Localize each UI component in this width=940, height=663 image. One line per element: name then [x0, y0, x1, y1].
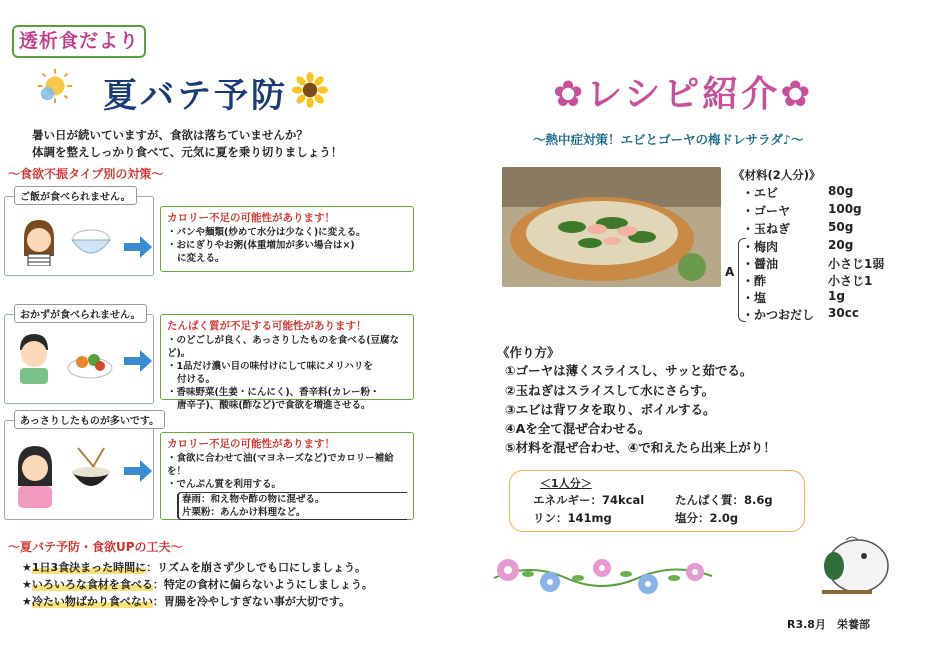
- advice-title: カロリー不足の可能性があります！: [167, 212, 335, 224]
- advice-box: [160, 432, 414, 520]
- tip-text: ：胃腸を冷やしすぎない事が大切です。: [152, 595, 350, 608]
- advice-box: [160, 206, 414, 272]
- tip-item: [22, 576, 373, 593]
- tip-item: [22, 593, 373, 610]
- step-item: ⑤材料を混ぜ合わせ、④で和えたら出来上がり！: [505, 440, 776, 455]
- starch-examples: [177, 492, 407, 520]
- advice-line: ・パンや麺類(炒めて水分は少なく)に変える。: [167, 227, 366, 238]
- ingredient-name: ・塩: [742, 291, 767, 305]
- ingredient-name: ・玉ねぎ: [742, 222, 791, 236]
- tired-woman-icon: [14, 442, 56, 508]
- tips-list: [22, 559, 373, 610]
- mosquito-coil-pig-icon: [812, 534, 892, 598]
- steps-heading: 《作り方》: [497, 345, 560, 360]
- case-label: あっさりしたものが多いです。: [14, 410, 165, 429]
- footer-credit: R3.8月 栄養部: [787, 618, 870, 631]
- recipe-title: ✿レシピ紹介✿: [553, 74, 814, 115]
- advice-box: [160, 314, 414, 411]
- ingredient-name: ・ゴーヤ: [742, 204, 791, 218]
- case-rice: [4, 186, 410, 278]
- advice-line: 春雨：和え物や酢の物に混ぜる。: [182, 494, 325, 505]
- sun-icon: [36, 67, 74, 105]
- morning-glory-vine-icon: [490, 548, 720, 600]
- tip-key: 冷たい物ばかり食べない: [31, 595, 153, 608]
- ingredient-name: ・梅肉: [742, 240, 779, 254]
- woman-face-icon: [16, 216, 62, 266]
- intro-line: 体調を整えしっかり食べて、元気に夏を乗り切りましょう！: [32, 145, 343, 159]
- ingredient-amount: 80g: [828, 184, 854, 198]
- star-icon: ★: [22, 595, 32, 608]
- nutrition-protein: たんぱく質：8.6g: [675, 493, 773, 507]
- page-title: 夏バテ予防: [103, 76, 288, 116]
- nutrition-energy: エネルギー：74kcal: [533, 493, 645, 507]
- nutrition-heading: ＜1人分＞: [540, 477, 592, 490]
- case-light-food: [4, 410, 410, 522]
- case-label: おかずが食べられません。: [14, 304, 147, 323]
- ingredient-amount: 20g: [828, 238, 854, 252]
- advice-line: に変える。: [177, 253, 225, 264]
- man-face-icon: [14, 332, 54, 384]
- rice-bowl-icon: [68, 228, 114, 258]
- advice-title: カロリー不足の可能性があります！: [167, 438, 335, 450]
- arrow-right-icon: [124, 350, 152, 372]
- ingredient-amount: 30cc: [828, 306, 859, 320]
- newsletter-badge: [12, 25, 146, 58]
- ingredient-name: ・かつおだし: [742, 308, 815, 322]
- step-item: ②玉ねぎはスライスして水にさらす。: [505, 383, 715, 398]
- case-label: ご飯が食べられません。: [14, 186, 137, 205]
- ingredient-amount: 小さじ1弱: [828, 257, 885, 271]
- advice-line: 付ける。: [177, 374, 216, 385]
- newsletter-badge-label: 透析食だより: [18, 30, 139, 52]
- step-item: ①ゴーヤは薄くスライスし、サッと茹でる。: [505, 363, 753, 378]
- star-icon: ★: [22, 561, 32, 574]
- side-dish-icon: [66, 346, 114, 380]
- salad-photo: [502, 167, 721, 287]
- ingredient-amount: 小さじ1: [828, 274, 873, 288]
- advice-line: 唐辛子)、酸味(酢など)で食欲を増進させる。: [177, 400, 371, 411]
- sunflower-icon: [292, 72, 328, 108]
- tip-key: いろいろな食材を食べる: [31, 578, 153, 591]
- tip-key: 1日3食決まった時間に: [31, 561, 147, 574]
- recipe-subtitle: ～熱中症対策！エビとゴーヤの梅ドレサラダ♪～: [533, 132, 804, 147]
- star-icon: ★: [22, 578, 32, 591]
- tip-text: ：特定の食材に偏らないようにしましょう。: [152, 578, 373, 591]
- section-heading-summer-tips: ～夏バテ予防・食欲UPの工夫～: [8, 540, 183, 554]
- intro-text: [32, 127, 342, 161]
- step-item: ③エビは背ワタを取り、ボイルする。: [505, 402, 716, 417]
- advice-line: ・香味野菜(生姜・にんにく)、香辛料(カレー粉・: [167, 387, 380, 398]
- step-item: ④Aを全て混ぜ合わせる。: [505, 421, 651, 436]
- arrow-right-icon: [124, 460, 152, 482]
- nutrition-phosphorus: リン：141mg: [533, 511, 612, 525]
- case-side-dish: [4, 304, 410, 411]
- advice-line: ・のどごしが良く、あっさりしたものを食べる(豆腐など)。: [167, 335, 400, 359]
- tip-text: ：リズムを崩さず少しでも口にしましょう。: [146, 561, 366, 574]
- advice-line: ・おにぎりやお粥(体重増加が多い場合は×): [167, 240, 355, 251]
- tip-item: [22, 559, 373, 576]
- nutrition-salt: 塩分：2.0g: [675, 511, 739, 525]
- advice-line: 片栗粉：あんかけ料理など。: [182, 507, 306, 518]
- ingredient-name: ・エビ: [742, 186, 779, 200]
- ingredient-name: ・醤油: [742, 257, 779, 271]
- advice-title: たんぱく質が不足する可能性があります！: [167, 320, 367, 332]
- section-heading-appetite-types: ～食欲不振タイプ別の対策～: [8, 167, 164, 181]
- ingredient-amount: 100g: [828, 202, 862, 216]
- advice-line: ・食欲に合わせて油(マヨネーズなど)でカロリー補給を！: [167, 453, 394, 477]
- ingredients-heading: 《材料(2人分)》: [733, 168, 821, 182]
- advice-line: ・でんぷん質を利用する。: [167, 479, 282, 490]
- ingredient-amount: 50g: [828, 220, 854, 234]
- ingredient-amount: 1g: [828, 289, 845, 303]
- arrow-right-icon: [124, 236, 152, 258]
- intro-line: 暑い日が続いていますが、食欲は落ちていませんか？: [32, 128, 308, 142]
- noodle-bowl-icon: [68, 446, 114, 494]
- ingredient-name: ・酢: [742, 274, 767, 288]
- advice-line: ・1品だけ濃い目の味付けにして味にメリハリを: [167, 361, 373, 372]
- group-label-a: A: [725, 265, 735, 279]
